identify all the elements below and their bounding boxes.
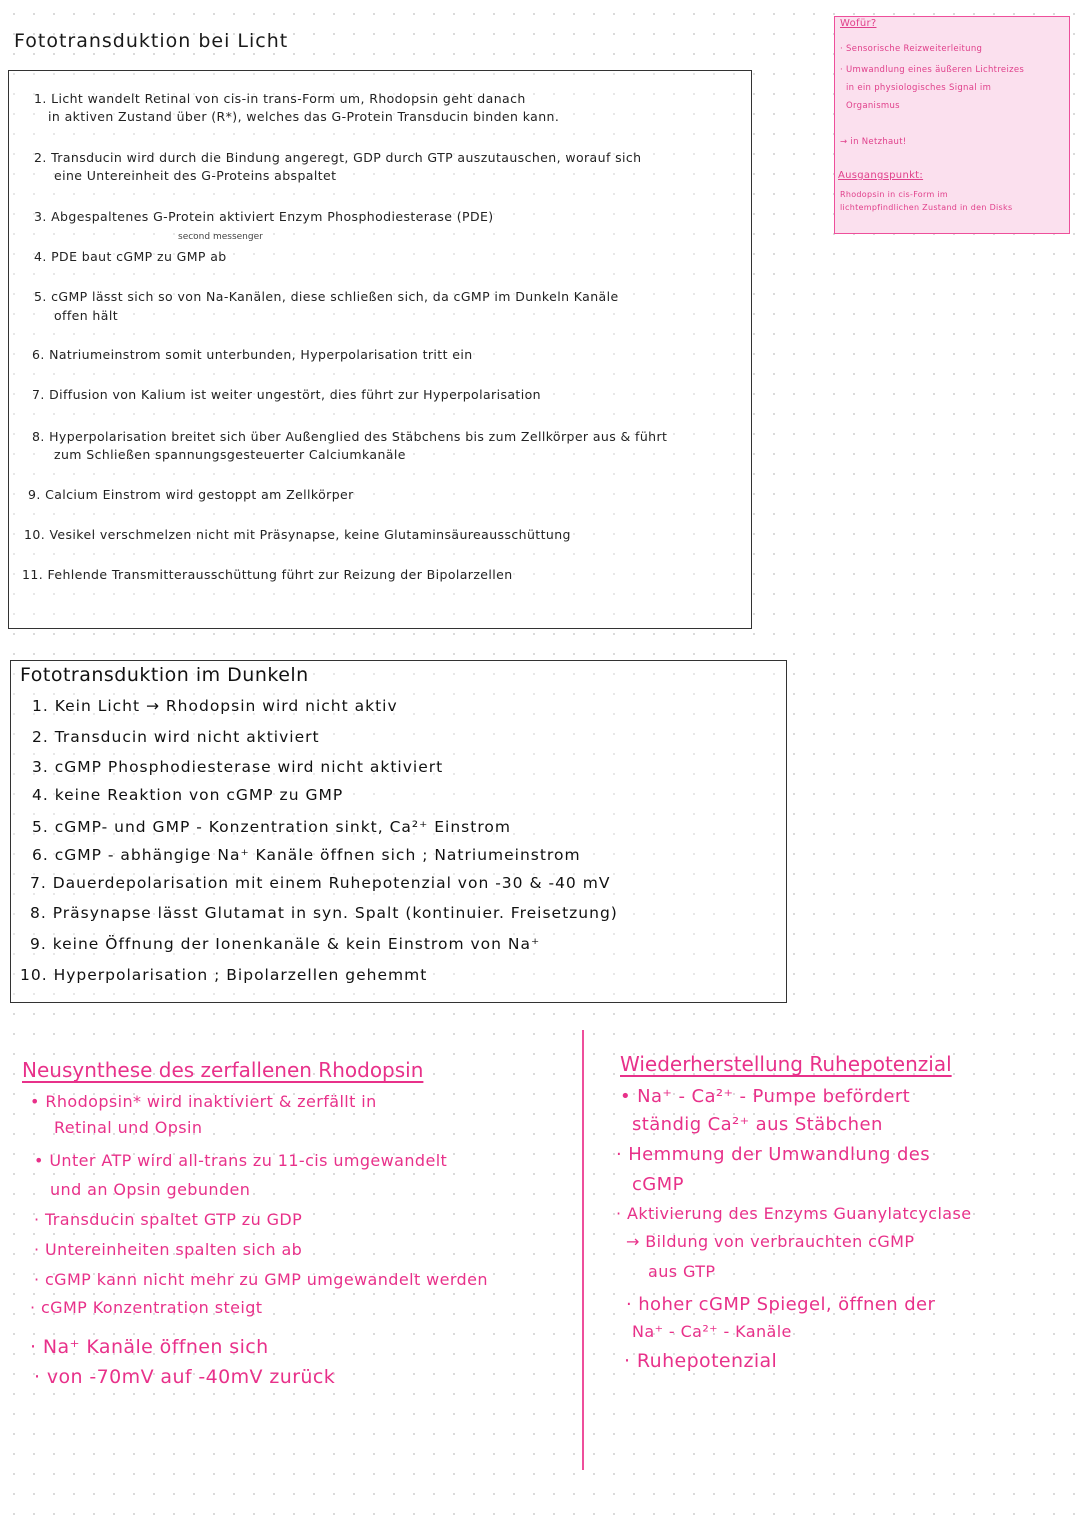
light-step-5a: 5. cGMP lässt sich so von Na-Kanälen, diese schließen sich, da cGMP im Dunkeln Kanäle	[34, 289, 619, 304]
note-subheading: Ausgangspunkt:	[838, 170, 924, 181]
resynthesis-line: · cGMP Konzentration steigt	[30, 1298, 263, 1317]
light-step-8a: 8. Hyperpolarisation breitet sich über Außenglied des Stäbchens bis zum Zellkörper aus & führt	[32, 429, 668, 444]
light-step-1a: 1. Licht wandelt Retinal von cis-in trans-Form um, Rhodopsin geht danach	[34, 91, 526, 106]
light-step-2a: 2. Transducin wird durch die Bindung angeregt, GDP durch GTP auszutauschen, worauf sich	[34, 150, 642, 165]
resynthesis-line: • Unter ATP wird all-trans zu 11-cis umgewandelt	[34, 1151, 448, 1170]
column-divider	[582, 1030, 584, 1470]
dark-step: 3. cGMP Phosphodiesterase wird nicht aktiviert	[32, 758, 444, 776]
restore-line: ständig Ca²⁺ aus Stäbchen	[632, 1114, 883, 1135]
note-line: · Umwandlung eines äußeren Lichtreizes	[840, 65, 1025, 75]
restore-line: · Ruhepotenzial	[624, 1350, 778, 1372]
light-step-9: 9. Calcium Einstrom wird gestoppt am Zellkörper	[28, 487, 354, 502]
restore-line: aus GTP	[648, 1262, 716, 1281]
light-step-4: 4. PDE baut cGMP zu GMP ab	[34, 249, 227, 264]
light-step-3: 3. Abgespaltenes G-Protein aktiviert Enzym Phosphodiesterase (PDE)	[34, 209, 494, 224]
restore-line: Na⁺ - Ca²⁺ - Kanäle	[632, 1322, 792, 1341]
light-step-8b: zum Schließen spannungsgesteuerter Calciumkanäle	[54, 447, 406, 462]
note-line: in ein physiologisches Signal im	[846, 83, 992, 93]
dark-step: 1. Kein Licht → Rhodopsin wird nicht aktiv	[32, 697, 398, 715]
light-step-11: 11. Fehlende Transmitterausschüttung führt zur Reizung der Bipolarzellen	[22, 567, 513, 582]
light-step-5b: offen hält	[54, 308, 118, 323]
note-line: Organismus	[846, 101, 900, 111]
dark-step: 2. Transducin wird nicht aktiviert	[32, 728, 320, 746]
light-step-6: 6. Natriumeinstrom somit unterbunden, Hyperpolarisation tritt ein	[32, 347, 473, 362]
resynthesis-line: · Transducin spaltet GTP zu GDP	[34, 1210, 303, 1229]
note-line: → in Netzhaut!	[840, 137, 907, 147]
resynthesis-line: · Untereinheiten spalten sich ab	[34, 1240, 303, 1259]
resynthesis-line: · Na⁺ Kanäle öffnen sich	[30, 1336, 269, 1358]
light-step-10: 10. Vesikel verschmelzen nicht mit Präsynapse, keine Glutaminsäureausschüttung	[24, 527, 571, 542]
light-step-1b: in aktiven Zustand über (R*), welches das G-Protein Transducin binden kann.	[48, 109, 560, 124]
restore-line: → Bildung von verbrauchten cGMP	[626, 1232, 915, 1251]
note-line: Rhodopsin in cis-Form im	[840, 190, 949, 199]
resynthesis-line: · cGMP kann nicht mehr zu GMP umgewandelt werden	[34, 1270, 488, 1289]
dark-step: 6. cGMP - abhängige Na⁺ Kanäle öffnen sich ; Natriumeinstrom	[32, 846, 581, 864]
restore-line: • Na⁺ - Ca²⁺ - Pumpe befördert	[620, 1086, 911, 1107]
dark-step: 8. Präsynapse lässt Glutamat in syn. Spalt (kontinuier. Freisetzung)	[30, 904, 618, 922]
dark-title: Fototransduktion im Dunkeln	[20, 664, 309, 686]
dark-step: 5. cGMP- und GMP - Konzentration sinkt, Ca²⁺ Einstrom	[32, 818, 511, 836]
resynthesis-line: und an Opsin gebunden	[50, 1180, 251, 1199]
note-line: lichtempfindlichen Zustand in den Disks	[840, 203, 1013, 212]
restore-line: · Aktivierung des Enzyms Guanylatcyclase	[616, 1204, 972, 1223]
resynthesis-line: · von -70mV auf -40mV zurück	[34, 1366, 336, 1388]
note-line: · Sensorische Reizweiterleitung	[840, 44, 983, 54]
light-step-2b: eine Untereinheit des G-Proteins abspaltet	[54, 168, 337, 183]
resynthesis-title: Neusynthese des zerfallenen Rhodopsin	[22, 1058, 424, 1082]
restore-line: cGMP	[632, 1174, 684, 1195]
page-title: Fototransduktion bei Licht	[14, 30, 289, 52]
second-messenger-note: second messenger	[178, 232, 263, 242]
dark-step: 7. Dauerdepolarisation mit einem Ruhepotenzial von -30 & -40 mV	[30, 874, 611, 892]
dark-step: 4. keine Reaktion von cGMP zu GMP	[32, 786, 344, 804]
resynthesis-line: • Rhodopsin* wird inaktiviert & zerfällt in	[30, 1092, 377, 1111]
restore-line: · Hemmung der Umwandlung des	[616, 1144, 931, 1165]
resynthesis-line: Retinal und Opsin	[54, 1118, 203, 1137]
light-step-7: 7. Diffusion von Kalium ist weiter ungestört, dies führt zur Hyperpolarisation	[32, 387, 541, 402]
restore-line: · hoher cGMP Spiegel, öffnen der	[626, 1294, 936, 1315]
restore-title: Wiederherstellung Ruhepotenzial	[620, 1052, 952, 1076]
dark-step: 10. Hyperpolarisation ; Bipolarzellen gehemmt	[20, 966, 428, 984]
dark-step: 9. keine Öffnung der Ionenkanäle & kein Einstrom von Na⁺	[30, 935, 541, 953]
note-heading: Wofür?	[840, 18, 877, 29]
